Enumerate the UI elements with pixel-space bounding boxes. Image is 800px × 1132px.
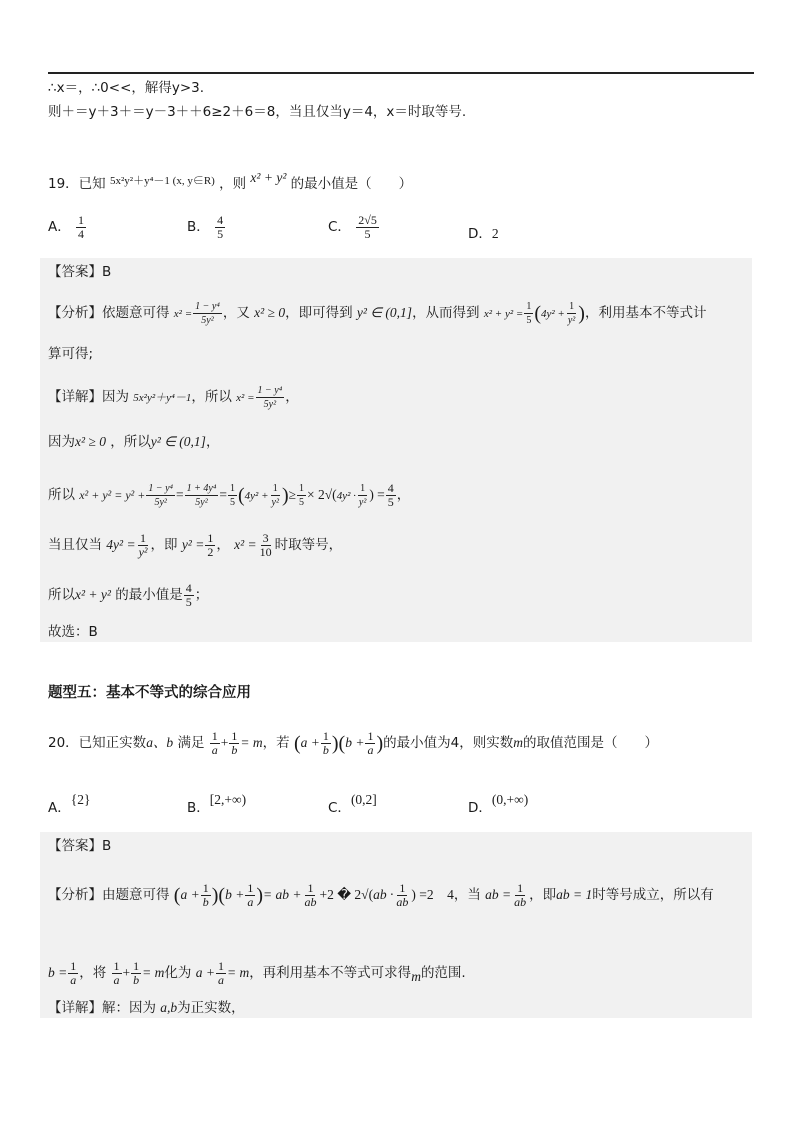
q19-option-d[interactable]: D．2 bbox=[468, 226, 499, 242]
q19-analysis-cont: 算可得; bbox=[48, 346, 94, 362]
q20-option-a[interactable]: A．{2} bbox=[48, 792, 91, 816]
q20-stem: 20．已知正实数a、b 满足 $\frac{1}{a}$ + $\frac{1}{b}$ = m，若 (a + $\frac{1}{b}$ )(b + $\frac{1}{a}$ )的最小值为4，则实数m的取值范围是（ ） bbox=[48, 729, 658, 757]
q20-option-b[interactable]: B．[2,+∞) bbox=[187, 792, 247, 816]
section-title: 题型五：基本不等式的综合应用 bbox=[48, 685, 251, 701]
top-line-2: 则＋＝y＋3＋＝y－3＋＋6≥2＋6＝8，当且仅当y＝4，x＝时取等号. bbox=[48, 104, 467, 120]
q19-option-b[interactable]: B． $\frac{4}{5}$ bbox=[187, 213, 224, 241]
q19-detail-6: 故选：B bbox=[48, 624, 98, 640]
q19-option-c[interactable]: C． $\frac{2√5}{5}$ bbox=[328, 213, 377, 241]
q19-detail-3: 所以 x² + y² = y² + $\frac{\text{1 − y⁴}}{\text{5y²}}$ = $\frac{\text{1 + 4y⁴}}{\text{5y²}}$ = $\frac{1}{5}$ (4y² + $\frac{1}{\text{y²}}$ )≥ $\frac{1}{5}$ × 2√(4y² · $\frac{1}{\text{y²}}$ ) = $\frac{4}{5}$ ， bbox=[48, 481, 411, 509]
q19-analysis: 【分析】依题意可得 x² = $\frac{\text{1 − y⁴}}{\text{5y²}}$ ，又 x² ≥ 0，即可得到 y² ∈ (0,1]，从而得到 x² + y² = $\frac{1}{5}$ (4y² + $\frac{1}{\text{y²}}$ )，利用基本不等式计 bbox=[48, 301, 707, 326]
q20-detail-1: 【详解】解：因为 a,b为正实数， bbox=[48, 1000, 245, 1016]
top-line-1: ∴x＝，∴0<<，解得y>3. bbox=[48, 80, 205, 96]
q20-analysis-cont: b = $\frac{1}{a}$ ，将 $\frac{1}{a}$ + $\frac{1}{b}$ = m化为 a + $\frac{1}{a}$ = m，再利用基本不等式可求得m的范围. bbox=[48, 959, 466, 987]
q19-detail-5: 所以x² + y² 的最小值是 $\frac{4}{5}$ ； bbox=[48, 581, 209, 609]
q19-stem: 19．已知 $^{5x^2y^2+y^4-1 (x, y\in R)}$ ，则 x² + y² 的最小值是（ ） bbox=[48, 170, 413, 192]
q19-option-a[interactable]: A． $\frac{1}{4}$ bbox=[48, 213, 85, 241]
q20-answer: 【答案】B bbox=[48, 838, 112, 854]
q19-answer: 【答案】B bbox=[48, 264, 112, 280]
q19-detail-2: 因为x² ≥ 0 ，所以y² ∈ (0,1]， bbox=[48, 434, 220, 450]
q20-analysis: 【分析】由题意可得 (a + $\frac{1}{b}$ )(b + $\frac{1}{a}$ )= ab + $\frac{1}{ab}$ +2 � 2√(ab · $\frac{1}{ab}$ ) =2 4，当 ab = $\frac{1}{ab}$ ，即ab = 1时等号成立，所以有 bbox=[48, 881, 714, 909]
q19-detail-1: 【详解】因为 5x²y²＋y⁴－1，所以 x² = $\frac{\text{1 − y⁴}}{\text{5y²}}$ ， bbox=[48, 385, 299, 410]
q19-detail-4: 当且仅当 4y² = $\frac{1}{\text{y²}}$ ，即 y² = $\frac{1}{2}$ ， x² = $\frac{3}{10}$ 时取等号， bbox=[48, 531, 343, 559]
q20-answer-box bbox=[40, 832, 752, 1018]
q20-option-d[interactable]: D．(0,+∞) bbox=[468, 792, 529, 816]
q20-option-c[interactable]: C．(0,2] bbox=[328, 792, 377, 816]
header-rule bbox=[48, 72, 754, 74]
